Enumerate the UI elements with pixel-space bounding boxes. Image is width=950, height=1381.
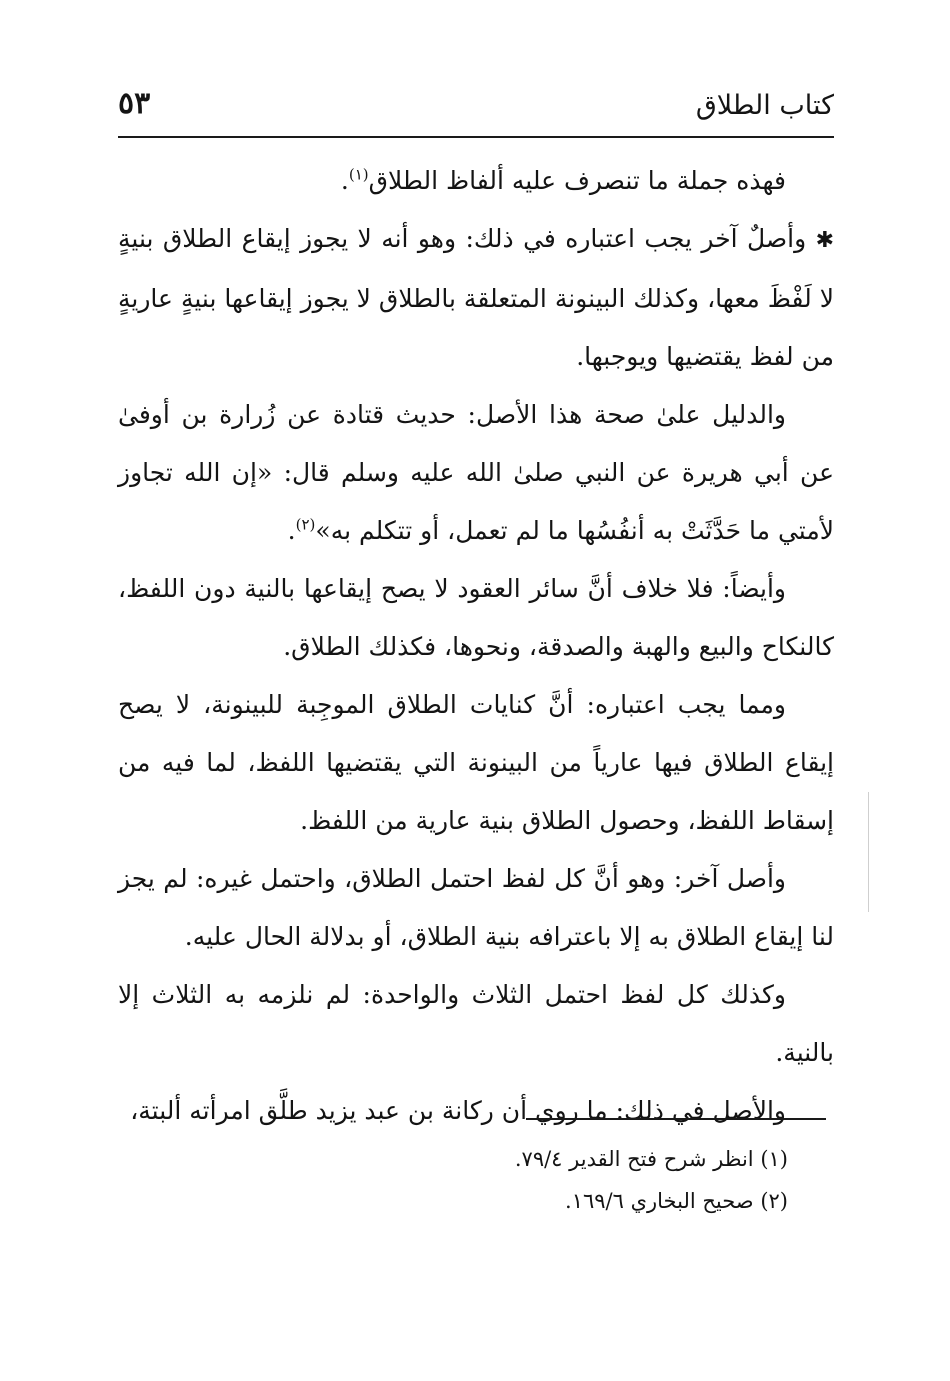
paragraph	[118, 1082, 834, 1140]
paragraph	[118, 966, 834, 1082]
paragraph-text: وكذلك كل لفظ احتمل الثلاث والواحدة: لم نلزمه به الثلاث إلا بالنية.	[118, 980, 834, 1067]
paragraph	[118, 676, 834, 850]
paragraph-text: والأصل في ذلك: ما روي أن ركانة بن عبد يزيد طلَّق امرأته ألبتة،	[130, 1096, 786, 1125]
paragraph-text: ومما يجب اعتباره: أنَّ كنايات الطلاق الموجِبة للبينونة، لا يصح إيقاع الطلاق فيها عارياً من البينونة التي يقتضيها اللفظ، لما فيه من إسقاط اللفظ، وحصول الطلاق بنية عارية من اللفظ.	[118, 690, 834, 835]
margin-mark	[868, 792, 869, 912]
footnote-reference: (١)	[348, 165, 369, 184]
asterism-icon: ✱	[815, 228, 834, 253]
paragraph	[118, 850, 834, 966]
footnote: (٢) صحيح البخاري ١٦٩/٦.	[565, 1189, 788, 1213]
paragraph-text: وأصل آخر: وهو أنَّ كل لفظ احتمل الطلاق، واحتمل غيره: لم يجز لنا إيقاع الطلاق به إلا باعترافه بنية الطلاق، أو بدلالة الحال عليه.	[118, 864, 834, 951]
paragraph-suffix: .	[340, 166, 349, 195]
footnote-separator	[526, 1118, 826, 1120]
footnote: (١) انظر شرح فتح القدير ٧٩/٤.	[514, 1147, 788, 1171]
header-rule	[118, 136, 834, 138]
page-number: ٥٣	[118, 86, 151, 121]
paragraph-text: فهذه جملة ما تنصرف عليه ألفاظ الطلاق	[368, 166, 786, 195]
paragraph	[118, 152, 834, 210]
running-head-title: كتاب الطلاق	[695, 90, 834, 121]
footnote-reference: (٢)	[295, 515, 316, 534]
footnotes	[118, 1138, 788, 1222]
paragraph	[118, 386, 834, 560]
body-text	[118, 152, 834, 1140]
paragraph-text: والدليل علىٰ صحة هذا الأصل: حديث قتادة عن زُرارة بن أوفىٰ عن أبي هريرة عن النبي صلىٰ الله عليه وسلم قال: «إن الله تجاوز لأمتي ما حَدَّثَتْ به أنفُسُها ما لم تعمل، أو تتكلم به»	[118, 400, 834, 545]
paragraph-text: وأيضاً: فلا خلاف أنَّ سائر العقود لا يصح إيقاعها بالنية دون اللفظ، كالنكاح والبيع والهبة والصدقة، ونحوها، فكذلك الطلاق.	[118, 574, 834, 661]
page-header	[118, 84, 834, 134]
paragraph	[118, 560, 834, 676]
paragraph-suffix: .	[287, 516, 296, 545]
paragraph-text: وأصلٌ آخر يجب اعتباره في ذلك: وهو أنه لا يجوز إيقاع الطلاق بنيةٍ لا لَفْظَ معها، وكذلك البينونة المتعلقة بالطلاق لا يجوز إيقاعها بنيةٍ عاريةٍ من لفظ يقتضيها ويوجبها.	[118, 224, 834, 371]
paragraph	[118, 210, 834, 386]
